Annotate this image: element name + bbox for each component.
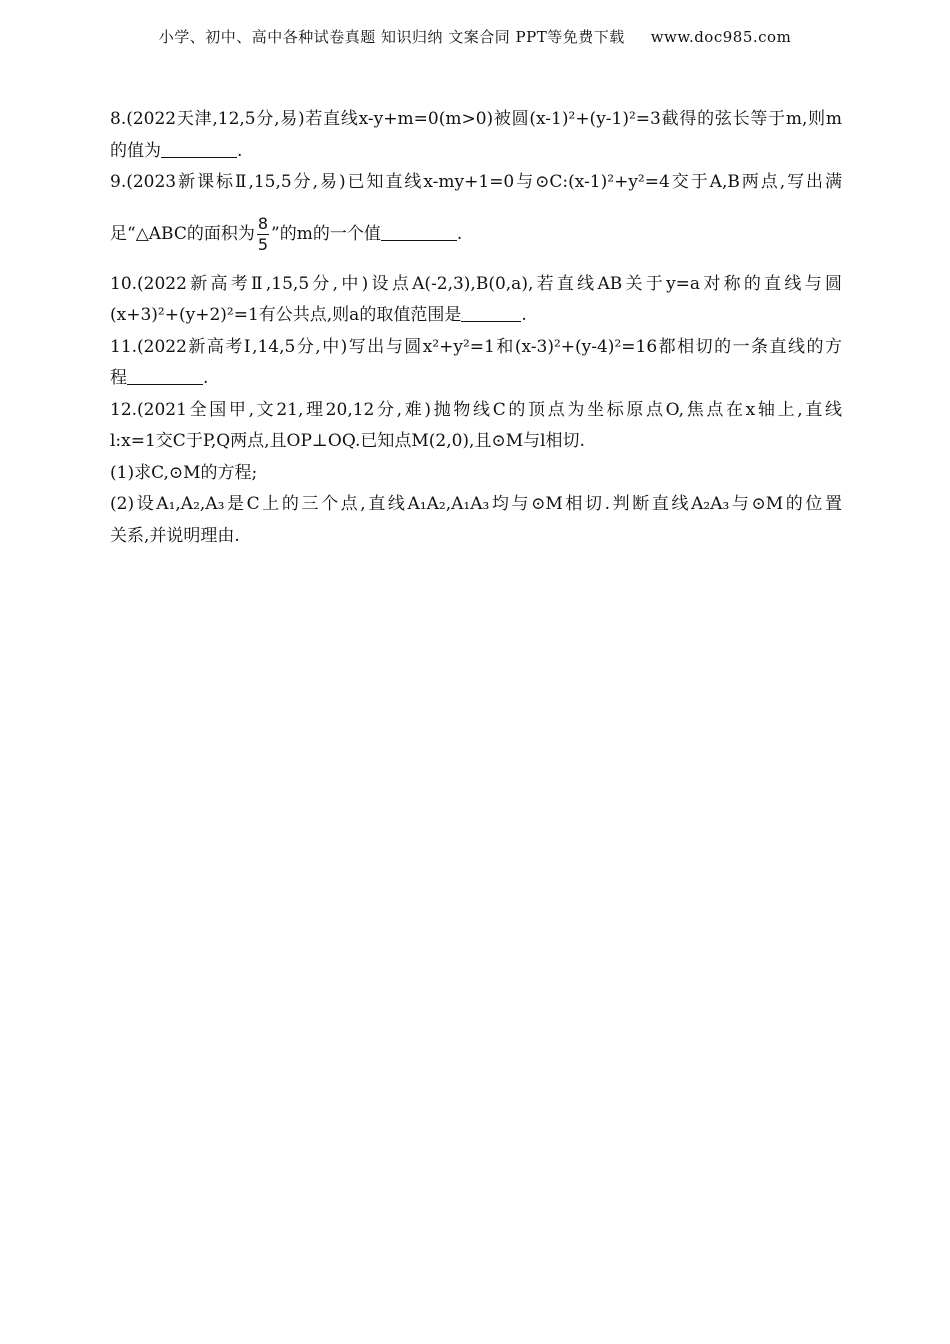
question-12-part-2-line-2: 关系,并说明理由. xyxy=(110,525,240,546)
answer-blank-8[interactable] xyxy=(161,139,237,158)
question-9-suffix: ”的m的一个值 xyxy=(271,223,381,244)
question-8-suffix: . xyxy=(237,140,243,161)
question-list xyxy=(110,104,842,552)
question-9-line-2 xyxy=(110,199,842,269)
question-10-suffix: . xyxy=(521,305,527,325)
question-11-line-2 xyxy=(110,363,842,395)
question-8-line-1: 8.(2022天津,12,5分,易)若直线x-y+m=0(m>0)被圆(x-1)²+(y-1)²=3截得的弦长等于m,则m xyxy=(110,109,842,129)
question-10-prefix: (x+3)²+(y+2)²=1有公共点,则a的取值范围是 xyxy=(110,305,462,325)
question-9-prefix: 足“△ABC的面积为 xyxy=(110,223,255,244)
question-8-line-2 xyxy=(110,136,842,168)
question-8-prefix: 的值为 xyxy=(110,140,161,161)
question-12-part-2-line-1: (2)设A₁,A₂,A₃是C上的三个点,直线A₁A₂,A₁A₃均与⊙M相切.判断直线A₂A₃与⊙M的位置 xyxy=(110,494,842,514)
answer-blank-10[interactable] xyxy=(461,303,521,322)
question-11-line-1: 11.(2022新高考Ⅰ,14,5分,中)写出与圆x²+y²=1和(x-3)²+(y-4)²=16都相切的一条直线的方 xyxy=(110,336,842,357)
page-header xyxy=(0,26,950,47)
question-11-suffix: . xyxy=(203,368,209,388)
header-categories: 小学、初中、高中各种试卷真题 知识归纳 文案合同 PPT等免费下载 xyxy=(158,28,625,46)
fraction-denominator: 5 xyxy=(257,234,269,254)
question-12-line-2: l:x=1交C于P,Q两点,且OP⊥OQ.已知点M(2,0),且⊙M与l相切. xyxy=(110,431,585,451)
answer-blank-11[interactable] xyxy=(127,366,203,385)
question-9-end: . xyxy=(456,223,463,244)
question-10-line-1: 10.(2022新高考Ⅱ,15,5分,中)设点A(-2,3),B(0,a),若直线AB关于y=a对称的直线与圆 xyxy=(110,273,842,294)
question-9-line-1: 9.(2023新课标Ⅱ,15,5分,易)已知直线x-my+1=0与⊙C:(x-1)²+y²=4交于A,B两点,写出满 xyxy=(110,172,842,192)
header-site-url[interactable]: www.doc985.com xyxy=(650,28,792,46)
question-11-prefix: 程 xyxy=(110,368,127,388)
answer-blank-9[interactable] xyxy=(381,222,457,241)
question-12-part-1: (1)求C,⊙M的方程; xyxy=(110,462,258,483)
question-10-line-2 xyxy=(110,300,842,332)
question-12-line-1: 12.(2021全国甲,文21,理20,12分,难)抛物线C的顶点为坐标原点O,焦点在x轴上,直线 xyxy=(110,399,842,420)
fraction-numerator: 8 xyxy=(257,213,269,233)
fraction-eight-fifths xyxy=(257,214,269,255)
